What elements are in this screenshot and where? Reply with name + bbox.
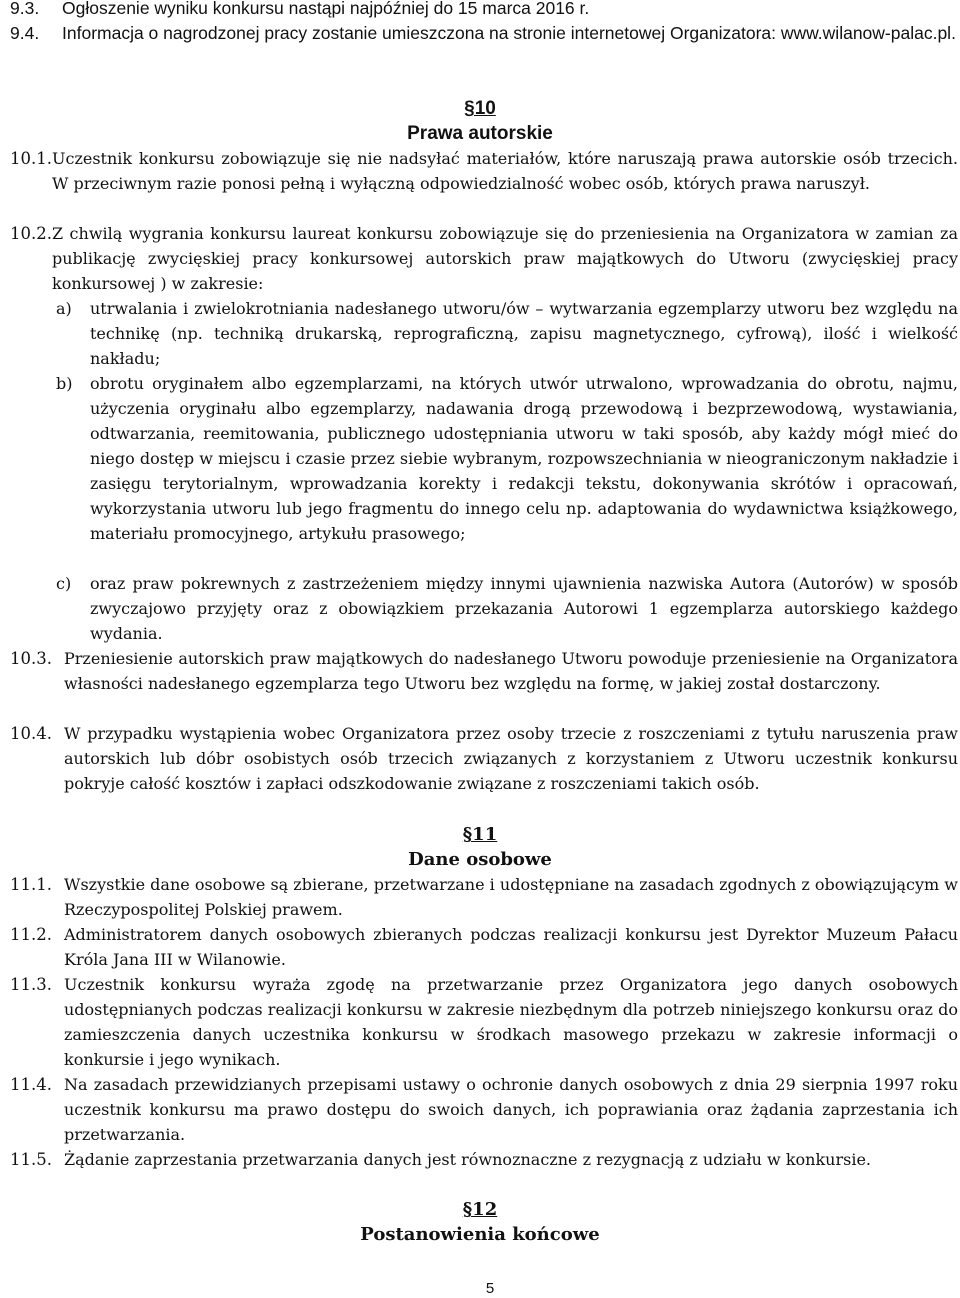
subitem-text: utrwalania i zwielokrotniania nadesłanego utworu/ów – wytwarzania egzemplarzy utworu bez względu na technikę (np. techniką drukarską, reprograficzną, zapisu magnetycznego, cyfrową), ilość i wielkość nakładu;	[90, 299, 958, 368]
subitem-letter: b)	[56, 374, 73, 393]
item-text: Przeniesienie autorskich praw majątkowych do nadesłanego Utworu powoduje przeniesienie na Organizatora własności nadesłanego egzemplarza tego Utworu bez względu na formę, w jakiej został dostarczony.	[64, 649, 958, 693]
item-number: 9.4.	[10, 23, 40, 43]
item-text: Administratorem danych osobowych zbieranych podczas realizacji konkursu jest Dyrektor Muzeum Pałacu Króla Jana III w Wilanowie.	[64, 925, 958, 969]
item-text: Uczestnik konkursu zobowiązuje się nie nadsyłać materiałów, które naruszają prawa autorskie osób trzecich. W przeciwnym razie ponosi pełną i wyłączną odpowiedzialność wobec osób, których prawa naruszył.	[52, 149, 958, 193]
section-10-number: §10	[464, 98, 496, 119]
section-11-number: §11	[462, 824, 498, 845]
subitem-text: oraz praw pokrewnych z zastrzeżeniem między innymi ujawnienia nazwiska Autora (Autorów) w sposób zwyczajowo przyjęty oraz z obowiązkiem przekazania Autorowi 1 egzemplarza autorskiego każdego wydania.	[90, 574, 958, 643]
item-text: Informacja o nagrodzonej pracy zostanie umieszczona na stronie internetowej Organizatora: www.wilanow-palac.pl.	[62, 23, 956, 43]
item-number: 11.2.	[10, 925, 52, 944]
item-number: 11.5.	[10, 1150, 52, 1169]
item-number: 10.1.	[10, 149, 52, 168]
item-text: W przypadku wystąpienia wobec Organizatora przez osoby trzecie z roszczeniami z tytułu naruszenia praw autorskich lub dóbr osobistych osób trzecich związanych z korzystaniem z Utworu uczestnik konkursu pokryje całość kosztów i zapłaci odszkodowanie związane z roszczeniami takich osób.	[64, 724, 958, 793]
item-text: Wszystkie dane osobowe są zbierane, przetwarzane i udostępniane na zasadach zgodnych z obowiązującym w Rzeczypospolitej Polskiej prawem.	[64, 875, 958, 919]
section-10-title: Prawa autorskie	[407, 123, 553, 144]
subitem-text: obrotu oryginałem albo egzemplarzami, na których utwór utrwalono, wprowadzania do obrotu, najmu, użyczenia oryginału albo egzemplarzy, nadawania drogą przewodową i bezprzewodową, wystawiania, odtwarzania, reemitowania, publicznego udostępniania utworu w taki sposób, aby każdy mógł mieć do niego dostęp w miejscu i czasie przez siebie wybranym, rozpowszechniania w nieograniczonym nakładzie i zasięgu terytorialnym, wprowadzania korekty i redakcji tekstu, dokonywania skrótów i opracowań, wykorzystania utworu lub jego fragmentu do innego celu np. adaptowania do wydawnictwa książkowego, materiału promocyjnego, artykułu prasowego;	[90, 374, 958, 543]
item-text: Żądanie zaprzestania przetwarzania danych jest równoznaczne z rezygnacją z udziału w konkursie.	[64, 1150, 871, 1169]
subitem-letter: a)	[56, 299, 72, 318]
item-number: 11.1.	[10, 875, 52, 894]
section-11-title: Dane osobowe	[408, 849, 552, 870]
item-number: 10.2.	[10, 224, 52, 243]
item-number: 10.4.	[10, 724, 52, 743]
page-number: 5	[485, 1280, 495, 1297]
item-number: 10.3.	[10, 649, 52, 668]
item-number: 9.3.	[10, 0, 40, 18]
section-12-title: Postanowienia końcowe	[360, 1224, 600, 1245]
item-text: Ogłoszenie wyniku konkursu nastąpi najpóźniej do 15 marca 2016 r.	[62, 0, 590, 18]
item-text: Z chwilą wygrania konkursu laureat konkursu zobowiązuje się do przeniesienia na Organizatora w zamian za publikację zwycięskiej pracy konkursowej autorskich praw majątkowych do Utworu (zwycięskiej pracy konkursowej ) w zakresie:	[52, 224, 958, 293]
item-text: Na zasadach przewidzianych przepisami ustawy o ochronie danych osobowych z dnia 29 sierpnia 1997 roku uczestnik konkursu ma prawo dostępu do swoich danych, ich poprawiania oraz żądania zaprzestania ich przetwarzania.	[64, 1075, 958, 1144]
item-number: 11.3.	[10, 975, 52, 994]
item-text: Uczestnik konkursu wyraża zgodę na przetwarzanie przez Organizatora jego danych osobowych udostępnianych podczas realizacji konkursu w zakresie niezbędnym dla potrzeb niniejszego konkursu oraz do zamieszczenia danych uczestnika konkursu w środkach masowego przekazu w zakresie informacji o konkursie i jego wynikach.	[64, 975, 958, 1069]
item-number: 11.4.	[10, 1075, 52, 1094]
section-12-number: §12	[462, 1199, 498, 1220]
subitem-letter: c)	[56, 574, 72, 593]
